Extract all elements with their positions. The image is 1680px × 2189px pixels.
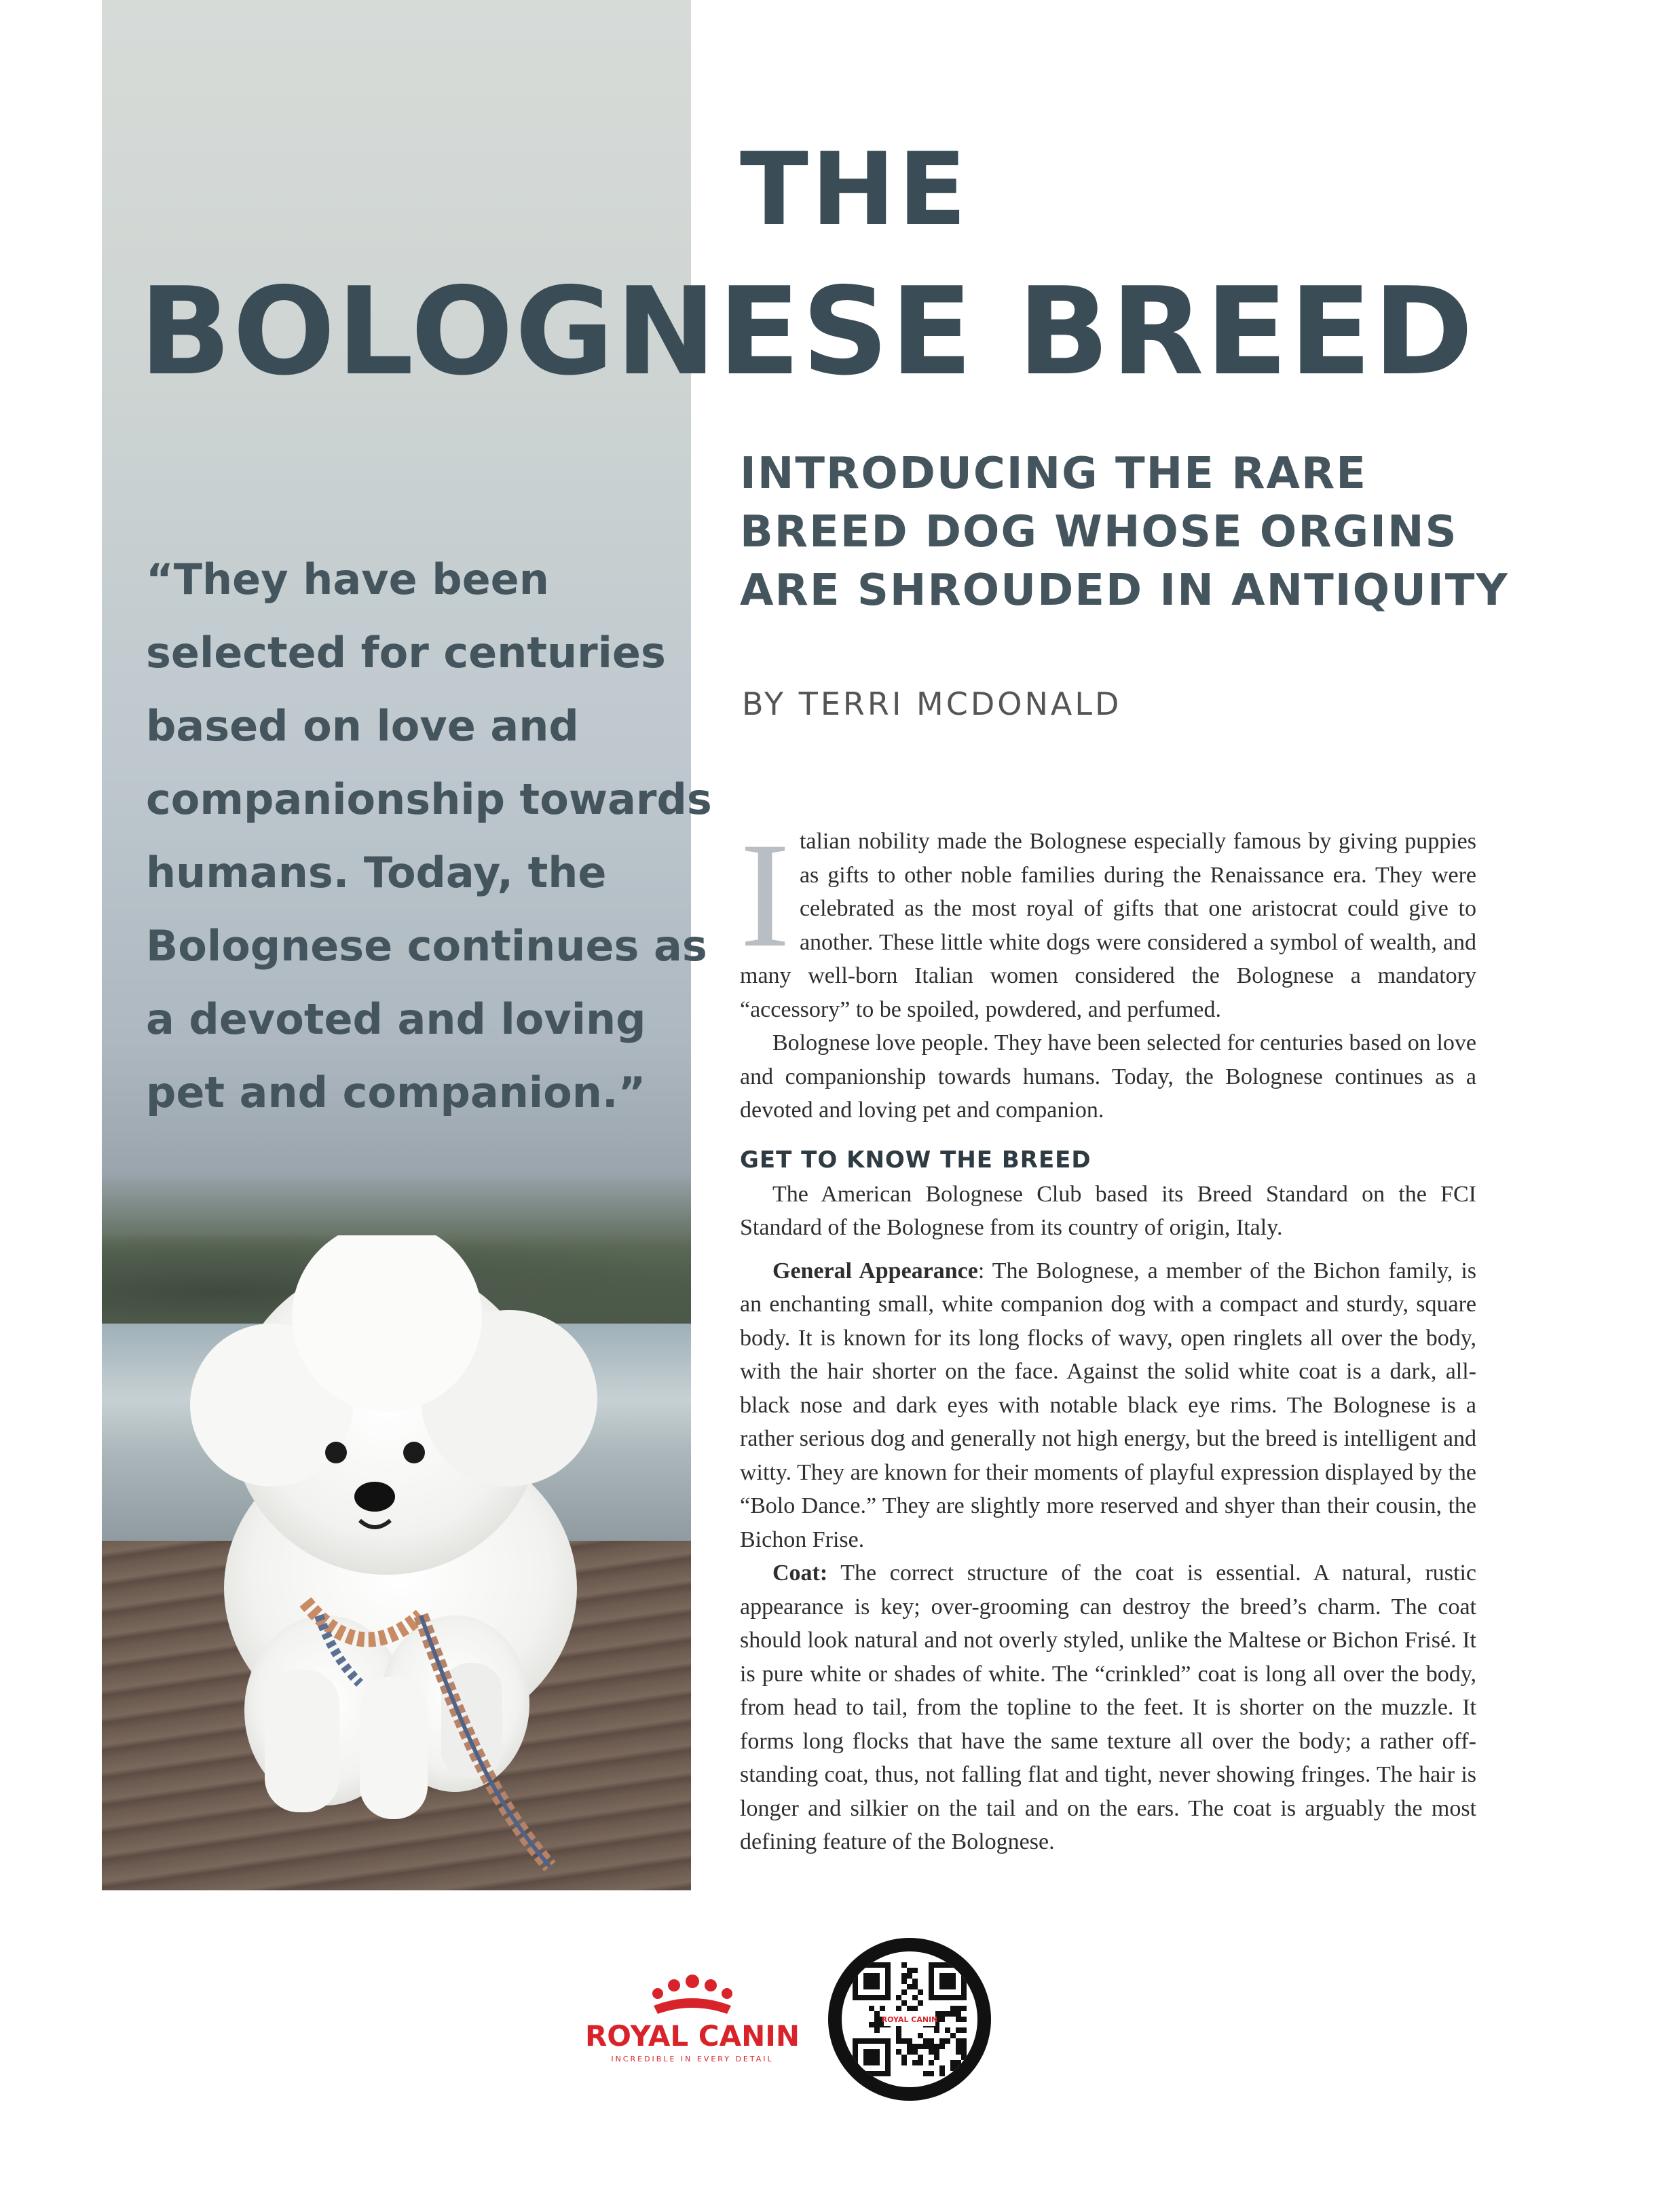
- pull-quote-line: Bolognese continues as: [146, 921, 707, 971]
- qr-module: [874, 2022, 880, 2027]
- qr-module: [945, 2027, 950, 2033]
- qr-module: [934, 2055, 939, 2060]
- qr-module: [896, 2006, 901, 2011]
- qr-module: [918, 2044, 923, 2049]
- qr-module: [901, 2055, 907, 2060]
- byline: BY TERRI MCDONALD: [742, 686, 1122, 722]
- paragraph-lead: General Appearance: [772, 1258, 978, 1284]
- pull-quote-line: selected for centuries: [146, 628, 666, 677]
- qr-module: [945, 2011, 950, 2017]
- qr-module: [869, 2022, 874, 2027]
- subtitle-line: BREED DOG WHOSE ORGINS: [740, 507, 1458, 557]
- qr-module: [939, 2044, 945, 2049]
- qr-module: [901, 1962, 907, 1968]
- pull-quote: [146, 543, 712, 1129]
- qr-module: [950, 2011, 956, 2017]
- qr-module: [961, 2044, 967, 2049]
- qr-module: [961, 2006, 967, 2011]
- qr-module: [961, 2017, 967, 2022]
- qr-module: [950, 2060, 956, 2065]
- qr-module: [961, 2071, 967, 2076]
- qr-module: [918, 2033, 923, 2038]
- royal-canin-logo: [580, 1972, 804, 2080]
- qr-module: [956, 2065, 961, 2071]
- qr-module: [961, 2049, 967, 2055]
- subtitle-line: INTRODUCING THE RARE: [740, 449, 1367, 499]
- qr-module: [923, 2038, 929, 2044]
- qr-module: [912, 1979, 918, 1984]
- qr-module: [907, 2038, 912, 2044]
- qr-module: [939, 2017, 945, 2022]
- qr-module: [912, 2049, 918, 2055]
- qr-module: [956, 2027, 961, 2033]
- qr-label: ROYAL CANIN: [881, 2015, 938, 2024]
- logo-tagline: INCREDIBLE IN EVERY DETAIL: [611, 2055, 774, 2063]
- qr-module: [950, 2006, 956, 2011]
- pull-quote-line: humans. Today, the: [146, 848, 607, 897]
- qr-module: [956, 2017, 961, 2022]
- qr-module: [869, 2006, 874, 2011]
- qr-module: [934, 2044, 939, 2049]
- qr-module: [929, 2038, 934, 2044]
- section-heading: GET TO KNOW THE BREED: [740, 1146, 1091, 1174]
- subtitle-line: ARE SHROUDED IN ANTIQUITY: [740, 565, 1509, 616]
- pull-quote-line: a devoted and loving: [146, 994, 646, 1044]
- paragraph-text: The correct structure of the coat is essential. A natural, rustic appearance is key; over-grooming can destroy the breed’s charm. The coat should look natural and not overly styled, unlike the Maltese or Bichon Frisé. It is pure white or shades of white. The “crinkled” coat is long all over the body, from head to tail, from the topline to the feet. It is shorter on the muzzle. It forms long flocks that have the same texture all over the body; a rather off-standing coat, thus, not falling flat and tight, never showing fringes. The hair is longer and silkier on the tail and on the ears. The coat is arguably the most defining feature of the Bolognese.: [740, 1560, 1476, 1854]
- qr-module: [956, 2060, 961, 2065]
- qr-module: [880, 2006, 885, 2011]
- qr-module: [907, 2044, 912, 2049]
- qr-finder: [863, 1973, 880, 1989]
- drop-cap: I: [740, 812, 790, 979]
- pull-quote-line: companionship towards: [146, 774, 712, 824]
- qr-module: [912, 2060, 918, 2065]
- qr-finder: [939, 1973, 956, 1989]
- qr-module: [923, 2044, 929, 2049]
- qr-module: [939, 2011, 945, 2017]
- paragraph-text: : The Bolognese, a member of the Bichon family, is an enchanting small, white companion dog with a compact and sturdy, square body. It is known for its long flocks of wavy, open ringlets all over the body, with the hair shorter on the face. Against the solid white coat is a dark, all-black nose and dark eyes with notable black eye rims. The Bolognese is a rather serious dog and generally not high energy, but the breed is intelligent and witty. They are known for their moments of playful expression displayed by the “Bolo Dance.” They are slightly more reserved and shyer than their cousin, the Bichon Frise.: [740, 1258, 1476, 1552]
- qr-module: [950, 2065, 956, 2071]
- qr-finder: [863, 2049, 880, 2065]
- title-the: THE: [740, 131, 969, 248]
- paragraph-text: talian nobility made the Bolognese especially famous by giving puppies as gifts to other noble families during the Renaissance era. They were celebrated as the most royal of gifts that one aristocrat could give to another. These little white dogs were considered a symbol of wealth, and many well-born Italian women considered the Bolognese a mandatory “accessory” to be spoiled, powdered, and perfumed.: [740, 829, 1476, 1022]
- qr-module: [912, 1968, 918, 1973]
- qr-pattern: [842, 1951, 977, 2087]
- qr-module: [901, 2038, 907, 2044]
- qr-module: [950, 2033, 956, 2038]
- title-bolognese-breed: BOLOGNESE BREED: [139, 261, 1475, 402]
- paragraph-lead: Coat:: [772, 1560, 828, 1586]
- qr-module: [901, 2060, 907, 2065]
- qr-module: [929, 2071, 934, 2076]
- logo-wordmark: ROYAL CANIN: [584, 2019, 800, 2053]
- bolognese-dog-illustration: [102, 1235, 691, 1890]
- qr-module: [907, 1984, 912, 1989]
- qr-module: [912, 2006, 918, 2011]
- qr-module: [896, 2033, 901, 2038]
- qr-module: [901, 1973, 907, 1979]
- qr-module: [929, 2049, 934, 2055]
- qr-module: [961, 2055, 967, 2060]
- qr-module: [901, 2000, 907, 2006]
- qr-module: [907, 2006, 912, 2011]
- qr-module: [929, 2044, 934, 2049]
- qr-module: [912, 2044, 918, 2049]
- qr-module: [956, 2044, 961, 2049]
- qr-module: [896, 2027, 901, 2033]
- qr-module: [934, 2049, 939, 2055]
- qr-module: [907, 1968, 912, 1973]
- qr-module: [907, 1973, 912, 1979]
- qr-code-inner: [842, 1951, 977, 2087]
- qr-module: [956, 2038, 961, 2044]
- qr-module: [939, 2065, 945, 2071]
- qr-module: [918, 2000, 923, 2006]
- qr-module: [961, 2027, 967, 2033]
- qr-module: [939, 2038, 945, 2044]
- qr-module: [901, 1989, 907, 1995]
- qr-module: [945, 2038, 950, 2044]
- qr-module: [874, 2027, 880, 2033]
- qr-module: [939, 2071, 945, 2076]
- qr-module: [918, 2055, 923, 2060]
- qr-module: [961, 2038, 967, 2044]
- article-paragraph: [740, 1556, 1476, 1859]
- qr-module: [956, 2006, 961, 2011]
- qr-module: [934, 2027, 939, 2033]
- article-paragraph: Bolognese love people. They have been selected for centuries based on love and companionship towards humans. Today, the Bolognese continues as a devoted and loving pet and companion.: [740, 1030, 1476, 1123]
- article-paragraph: [740, 812, 1476, 1026]
- qr-module: [918, 1989, 923, 1995]
- qr-module: [912, 1995, 918, 2000]
- qr-module: [874, 2017, 880, 2022]
- qr-module: [956, 2049, 961, 2055]
- qr-module: [929, 2060, 934, 2065]
- pull-quote-line: pet and companion.”: [146, 1068, 646, 1117]
- qr-module: [901, 1979, 907, 1984]
- qr-code[interactable]: [828, 1938, 991, 2101]
- qr-module: [907, 2049, 912, 2055]
- article-paragraph: The American Bolognese Club based its Breed Standard on the FCI Standard of the Bolognese from its country of origin, Italy.: [740, 1181, 1476, 1240]
- qr-module: [874, 2011, 880, 2017]
- pull-quote-line: based on love and: [146, 701, 579, 751]
- subtitle: [740, 445, 1509, 620]
- qr-module: [956, 2011, 961, 2017]
- crown-icon: [641, 1972, 743, 2019]
- qr-module: [912, 1984, 918, 1989]
- article-paragraph: [740, 1254, 1476, 1557]
- article-body: [740, 812, 1476, 1859]
- qr-module: [896, 2049, 901, 2055]
- qr-module: [896, 1995, 901, 2000]
- qr-module: [918, 2060, 923, 2065]
- pull-quote-line: “They have been: [146, 555, 549, 604]
- qr-module: [896, 2038, 901, 2044]
- qr-module: [923, 2071, 929, 2076]
